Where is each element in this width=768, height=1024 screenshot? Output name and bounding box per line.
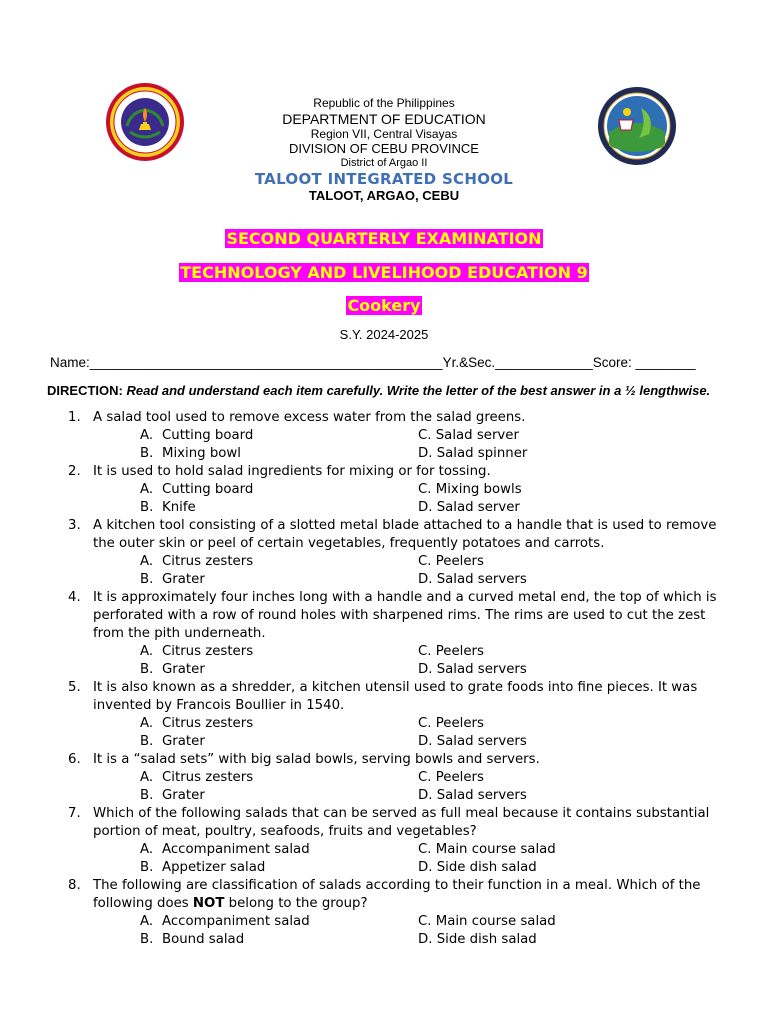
school-year: S.Y. 2024-2025	[339, 327, 429, 342]
option-a: A. Cutting board	[140, 428, 254, 443]
question-number: 6.	[68, 752, 81, 767]
question-number: 4.	[68, 590, 81, 605]
option-a: A. Citrus zesters	[140, 716, 254, 731]
question-text: A kitchen tool consisting of a slotted metal blade attached to a handle that is used to remove the outer skin or peel of certain vegetables, frequently potatoes and carrots.	[93, 518, 717, 551]
option-c: C. Peelers	[418, 716, 484, 731]
question-item	[0, 679, 768, 751]
option-d: D. Side dish salad	[418, 932, 537, 947]
question-text: Which of the following salads that can be served as full meal because it contains substantial portion of meat, poultry, seafoods, fruits and vegetables?	[93, 806, 710, 839]
option-d: D. Salad servers	[418, 572, 527, 587]
question-item	[0, 751, 768, 805]
option-c: C. Mixing bowls	[418, 482, 522, 497]
question-text: It is approximately four inches long with a handle and a curved metal end, the top of which is perforated with a row of round holes with sharpened rims. The rims are used to cut the zest from the pith underneath.	[93, 590, 717, 641]
question-options	[0, 643, 768, 679]
option-d: D. Salad server	[418, 500, 520, 515]
option-b: B. Appetizer salad	[140, 860, 266, 875]
subject-title-text: TECHNOLOGY AND LIVELIHOOD EDUCATION 9	[180, 263, 588, 282]
school-name: TALOOT INTEGRATED SCHOOL	[254, 170, 514, 188]
question-number: 2.	[68, 464, 81, 479]
option-b: B. Grater	[140, 788, 205, 803]
division-line: DIVISION OF CEBU PROVINCE	[289, 141, 479, 156]
question-options	[0, 553, 768, 589]
emphasis-not: NOT	[192, 896, 225, 911]
option-b: B. Grater	[140, 662, 205, 677]
option-b: B. Mixing bowl	[140, 446, 241, 461]
option-d: D. Salad servers	[418, 662, 527, 677]
exam-title-text: SECOND QUARTERLY EXAMINATION	[226, 229, 542, 248]
question-text: It is a “salad sets” with big salad bowls, serving bowls and servers.	[93, 752, 540, 767]
option-c: C. Main course salad	[418, 842, 556, 857]
region-line: Region VII, Central Visayas	[310, 127, 458, 141]
option-b: B. Grater	[140, 734, 205, 749]
option-d: D. Side dish salad	[418, 860, 537, 875]
question-item	[0, 805, 768, 877]
question-number: 3.	[68, 518, 81, 533]
direction-label: DIRECTION:	[47, 383, 123, 398]
option-c: C. Main course salad	[418, 914, 556, 929]
question-item	[0, 517, 768, 589]
question-text: It is used to hold salad ingredients for mixing or for tossing.	[93, 464, 491, 479]
question-number: 8.	[68, 878, 81, 893]
question-number: 7.	[68, 806, 81, 821]
question-text: The following are classification of salads according to their function in a meal. Which of the following does NOT belong to the group?	[93, 878, 701, 911]
option-d: D. Salad servers	[418, 734, 527, 749]
direction-text: Read and understand each item carefully. Write the letter of the best answer in a ½ lengthwise.	[126, 383, 711, 398]
name-line: Name:_______________________________________________Yr.&Sec._____________Score: ________	[50, 355, 696, 370]
option-a: A. Cutting board	[140, 482, 254, 497]
question-options	[0, 769, 768, 805]
question-number: 5.	[68, 680, 81, 695]
district-line: District of Argao II	[340, 157, 428, 169]
option-d: D. Salad servers	[418, 788, 527, 803]
question-item	[0, 463, 768, 517]
area-title	[0, 296, 768, 316]
question-list	[0, 409, 768, 949]
question-number: 1.	[68, 410, 81, 425]
option-c: C. Peelers	[418, 644, 484, 659]
question-options	[0, 913, 768, 949]
subject-title	[0, 263, 768, 283]
option-b: B. Grater	[140, 572, 205, 587]
school-address: TALOOT, ARGAO, CEBU	[308, 188, 460, 203]
option-c: C. Peelers	[418, 554, 484, 569]
question-text: A salad tool used to remove excess water from the salad greens.	[93, 410, 526, 425]
option-d: D. Salad spinner	[418, 446, 528, 461]
question-item	[0, 409, 768, 463]
option-a: A. Accompaniment salad	[140, 842, 310, 857]
department-line: DEPARTMENT OF EDUCATION	[282, 111, 486, 127]
question-options	[0, 481, 768, 517]
question-item	[0, 877, 768, 949]
question-options	[0, 841, 768, 877]
question-options	[0, 715, 768, 751]
option-a: A. Citrus zesters	[140, 554, 254, 569]
option-b: B. Knife	[140, 500, 196, 515]
option-c: C. Salad server	[418, 428, 519, 443]
direction	[47, 383, 747, 398]
option-a: A. Citrus zesters	[140, 644, 254, 659]
option-b: B. Bound salad	[140, 932, 245, 947]
republic-line: Republic of the Philippines	[313, 96, 455, 110]
option-c: C. Peelers	[418, 770, 484, 785]
option-a: A. Citrus zesters	[140, 770, 254, 785]
exam-title	[0, 229, 768, 249]
question-text: It is also known as a shredder, a kitchen utensil used to grate foods into fine pieces. It was invented by Francois Boullier in 1540.	[93, 680, 698, 713]
question-options	[0, 427, 768, 463]
option-a: A. Accompaniment salad	[140, 914, 310, 929]
question-item	[0, 589, 768, 679]
area-title-text: Cookery	[347, 296, 421, 315]
